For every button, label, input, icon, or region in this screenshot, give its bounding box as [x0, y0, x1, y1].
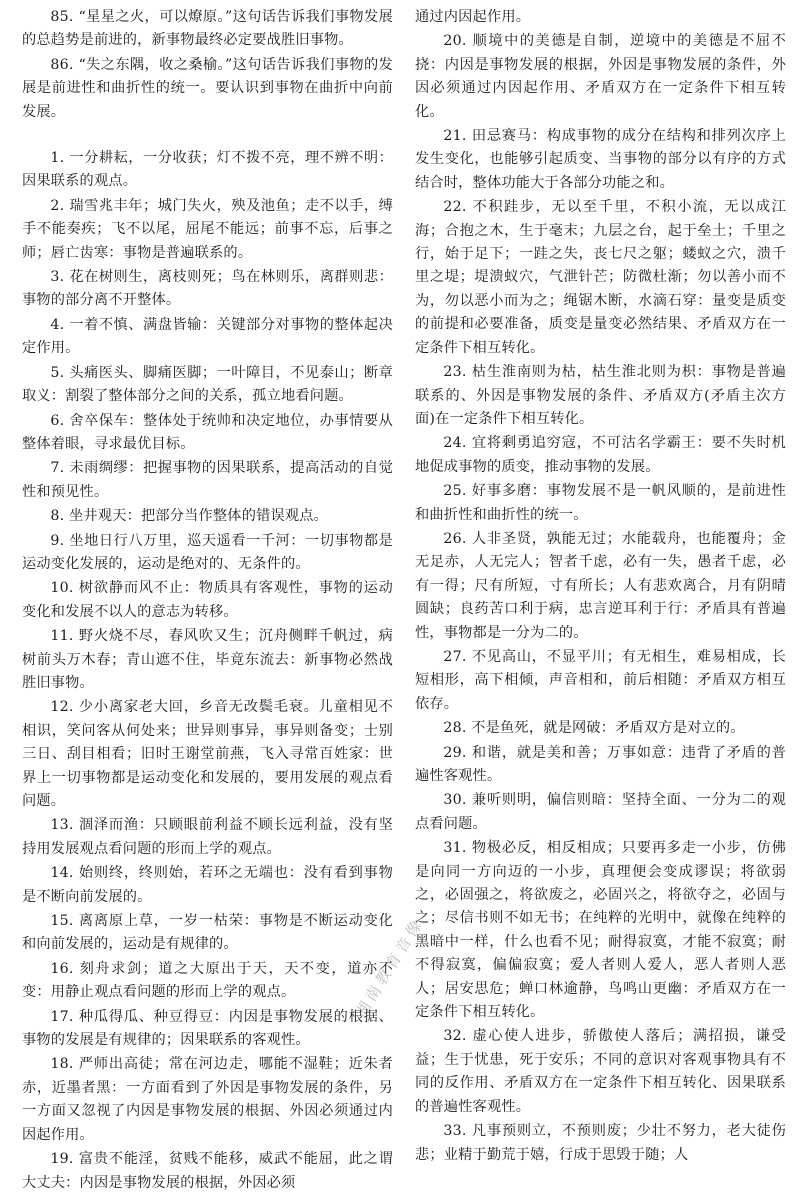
entry-e8: 8. 坐井观天：把部分当作整体的错误观点。: [50, 508, 329, 525]
entry-e2: 2. 瑞雪兆丰年；城门失火，殃及池鱼；走不以手，缚手不能奏疾；飞不以尾，屈尾不能远；前事不忘，后事之师；唇亡齿寒：事物是普遍联系的。: [22, 197, 393, 261]
entry-e13: 13. 涸泽而渔：只顾眼前利益不顾长远利益，没有坚持用发展观点看问题的形而上学的观点。: [22, 817, 393, 857]
entry-e33: 33. 凡事预则立，不预则废；少壮不努力，老大徒伤悲；业精于勤荒于嬉，行成于思毁于随；人: [415, 1123, 786, 1163]
entry-e17: 17. 种瓜得瓜、种豆得豆：内因是事物发展的根据、事物的发展是有规律的；因果联系的客观性。: [22, 1008, 393, 1049]
entry-e5: 5. 头痛医头、脚痛医脚；一叶障目，不见泰山；断章取义：割裂了整体部分之间的关系，孤立地看问题。: [22, 364, 393, 405]
entry-e20: 20. 顺境中的美德是自制，逆境中的美德是不屈不挠：内因是事物发展的根据，外因是事物发展的条件，外因必须通过内因起作用、矛盾双方在一定条件下相互转化。: [415, 33, 786, 120]
entry-e19: 19. 富贵不能淫，贫贱不能移，威武不能屈，此之谓大丈夫：内因是事物发展的根据，外因必须: [22, 1151, 393, 1191]
entry-e26: 26. 人非圣贤，孰能无过；水能载舟，也能覆舟；金无足赤，人无完人；智者千虑，必有一失，愚者千虑，必有一得；尺有所短，寸有所长；人有悲欢离合，月有阴晴圆缺；良药苦口利于病，忠言逆耳利于行：矛盾具有普遍性，事物都是一分为二的。: [415, 530, 786, 641]
entry-e10: 10. 树欲静而风不止：物质具有客观性，事物的运动变化和发展不以人的意志为转移。: [22, 580, 393, 620]
entry-e18: 18. 严师出高徒；常在河边走，哪能不湿鞋；近朱者赤，近墨者黑：一方面看到了外因是事物发展的条件，另一方面又忽视了内因是事物发展的根据、外因必须通过内因起作用。: [22, 1056, 393, 1143]
entry-e6: 6. 舍卒保车：整体处于统帅和决定地位，办事情要从整体着眼，寻求最优目标。: [22, 412, 393, 452]
entry-e11: 11. 野火烧不尽，春风吹又生；沉舟侧畔千帆过，病树前头万木春；青山遮不住，毕竟东流去：新事物必然战胜旧事物。: [22, 628, 393, 691]
entry-e4: 4. 一着不慎、满盘皆输：关键部分对事物的整体起决定作用。: [22, 316, 393, 357]
entry-e16: 16. 刻舟求剑；道之大原出于天，天不变，道亦不变：用静止观点看问题的形而上学的观点。: [22, 960, 393, 1001]
entry-e28: 28. 不是鱼死，就是网破：矛盾双方是对立的。: [443, 720, 745, 737]
left-column: [22, 6, 393, 1191]
entry-e30: 30. 兼听则明，偏信则暗：坚持全面、一分为二的观点看问题。: [415, 792, 786, 832]
entry-e23: 23. 枯生淮南则为枯，枯生淮北则为枳：事物是普遍联系的、外因是事物发展的条件、矛盾双方(矛盾主次方面)在一定条件下相互转化。: [415, 364, 786, 427]
watermark-stamp: 湖南教育音像: [351, 914, 428, 1021]
entry-e86: 86. “失之东隅，收之桑榆。”这句话告诉我们事物的发展是前进性和曲折性的统一。要认识到事物在曲折中向前发展。: [22, 56, 393, 120]
entry-e14: 14. 始则终，终则始，若环之无端也：没有看到事物是不断向前发展的。: [22, 865, 393, 905]
entry-e24: 24. 宜将剩勇追穷寇，不可沽名学霸王：要不失时机地促成事物的质变，推动事物的发展。: [415, 435, 786, 475]
entry-e9: 9. 坐地日行八万里，巡天遥看一千河：一切事物都是运动变化发展的，运动是绝对的、无条件的。: [22, 532, 393, 572]
entry-e12: 12. 少小离家老大回，乡音无改鬓毛衰。儿童相见不相识，笑问客从何处来；世异则事异，事异则备变；士别三日、刮目相看；旧时王谢堂前燕，飞入寻常百姓家：世界上一切事物都是运动变化和发展的，要用发展的观点看问题。: [22, 699, 393, 809]
entry-e25: 25. 好事多磨：事物发展不是一帆风顺的，是前进性和曲折性和曲折性的统一。: [415, 483, 786, 523]
right-column: [415, 6, 786, 1163]
entry-e15: 15. 离离原上草，一岁一枯荣：事物是不断运动变化和向前发展的，运动是有规律的。: [22, 913, 393, 953]
entry-e21: 21. 田忌赛马：构成事物的成分在结构和排列次序上发生变化，也能够引起质变、当事物的部分以有序的方式结合时，整体功能大于各部分功能之和。: [415, 128, 786, 191]
entry-e32: 32. 虚心使人进步，骄傲使人落后；满招损，谦受益；生于忧患，死于安乐；不同的意识对客观事物具有不同的反作用、矛盾双方在一定条件下相互转化、因果联系的普遍性客观性。: [415, 1028, 786, 1115]
entry-e22: 22. 不积跬步，无以至千里，不积小流，无以成江海；合抱之木，生于毫末；九层之台，起于垒土；千里之行，始于足下；一跬之失，丧七尺之躯；蝼蚁之穴，溃千里之堤；堤溃蚁穴，气泄针芒；防微杜渐；勿以善小而不为，勿以恶小而为之；绳锯木断，水滴石穿：量变是质变的前提和必要准备，质变是量变必然结果、矛盾双方在一定条件下相互转化。: [415, 199, 786, 356]
entry-e27: 27. 不见高山，不显平川；有无相生，难易相成，长短相形，高下相倾，声音相和，前后相随：矛盾双方相互依存。: [415, 648, 786, 712]
entry-e19c: 通过内因起作用。: [415, 9, 531, 25]
entry-e29: 29. 和谐，就是美和善；万事如意：违背了矛盾的普遍性客观性。: [415, 744, 786, 784]
entry-e85: 85. “星星之火，可以燎原。”这句话告诉我们事物发展的总趋势是前进的，新事物最终必定要战胜旧事物。: [22, 9, 393, 49]
entry-e31: 31. 物极必反，相反相成；只要再多走一小步，仿佛是向同一方向迈的一小步，真理便会变成谬误；将欲弱之，必固强之，将欲废之，必固兴之，将欲夺之，必固与之；尽信书则不如无书；在纯粹的光明中，就像在纯粹的黑暗中一样，什么也看不见；耐得寂寞，才能不寂寞；耐不得寂寞，偏偏寂寞；爱人者则人爱人，恶人者则人恶人；居安思危；蝉口林逾静，鸟鸣山更幽：矛盾双方在一定条件下相互转化。: [415, 840, 786, 1021]
entry-e3: 3. 花在树则生，离枝则死；鸟在林则乐，离群则悲：事物的部分离不开整体。: [22, 269, 393, 309]
entry-e1: 1. 一分耕耘，一分收获；灯不拨不亮，理不辨不明：因果联系的观点。: [22, 150, 393, 190]
entry-e7: 7. 未雨绸缪：把握事物的因果联系，提高活动的自觉性和预见性。: [22, 460, 393, 500]
